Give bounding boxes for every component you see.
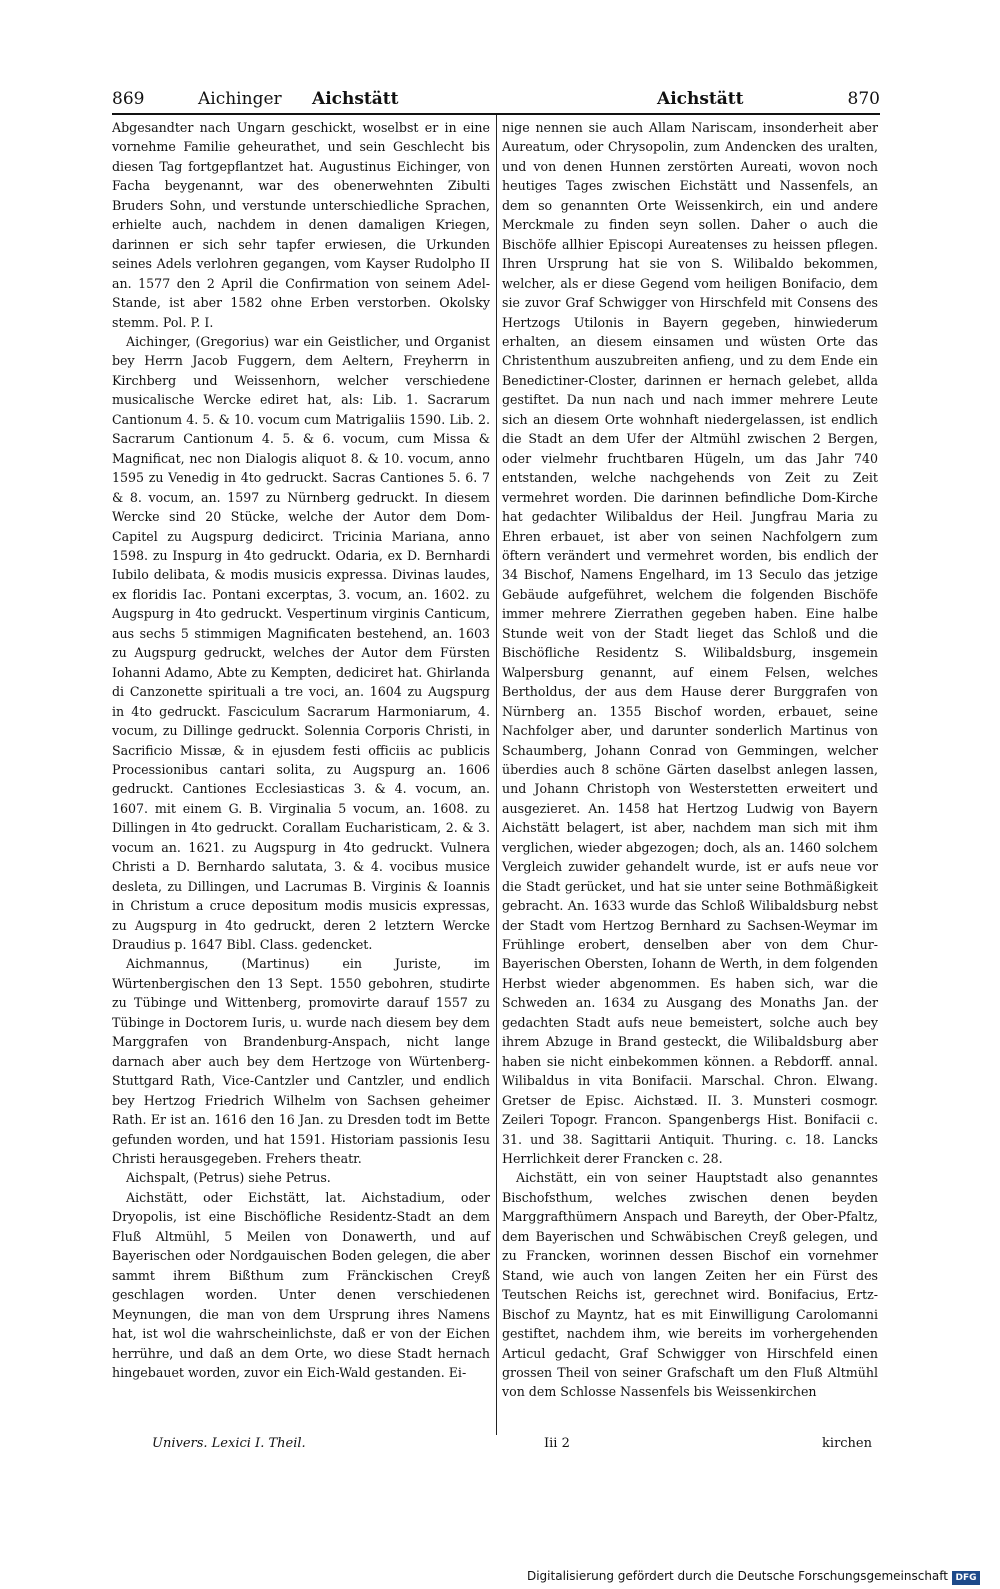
title-right: Aichstätt — [657, 89, 744, 109]
catchword: kirchen — [822, 1436, 872, 1451]
paragraph: nige nennen sie auch Allam Nariscam, insonderheit aber Aureatum, oder Chrysopolin, zum Andencken des uralten, und von denen Hunnen zerstörten Aureati, wovon noch heutiges Tages zwischen Eichstätt und Nassenfels, an dem so genannten Orte Weissenkirch, ein und andere Merckmale zu finden seyn sollen. Daher o auch die Bischöfe allhier Episcopi Aureatenses zu heissen pflegen. Ihren Ursprung hat sie von S. Wilibaldo bekommen, welcher, als er diese Gegend vom heiligen Bonifacio, dem sie zuvor Graf Schwigger von Hirschfeld mit Consens des Hertzogs Utilonis in Bayern gegeben, hinwiederum erhalten, an diesem einsamen und wüsten Orte das Christenthum auszubreiten anfieng, und zu dem Ende ein Benedictiner-Closter, darinnen er hernach gelebet, allda gestiftet. Da nun nach und nach immer mehrere Leute sich an diesem Orte wohnhaft niedergelassen, ist endlich die Stadt an dem Ufer der Altmühl zwischen 2 Bergen, oder vielmehr fruchtbaren Hügeln, um das Jahr 740 entstanden, welche nachgehends von Zeit zu Zeit vermehret worden. Die darinnen befindliche Dom-Kirche hat gedachter Wilibaldus der Heil. Jungfrau Maria zu Ehren erbauet, ist aber von seinen Nachfolgern zum öftern verändert und vermehret worden, bis endlich der 34 Bischof, Namens Engelhard, im 13 Seculo das jetzige Gebäude aufgeführet, welchem die folgenden Bischöfe immer mehrere Zierrathen gegeben haben. Eine halbe Stunde weit von der Stadt lieget das Schloß und die Bischöfliche Residentz S. Wilibaldsburg, insgemein Walpersburg genannt, auf einem Felsen, welches Bertholdus, der aus dem Hause derer Burggrafen von Nürnberg an. 1355 Bischof worden, erbauet, seine Nachfolger aber, und darunter sonderlich Martinus von Schaumberg, Johann Conrad von Gemmingen, welcher überdies auch 8 schöne Gärten daselbst anlegen lassen, und Johann Christoph von Westerstetten erweitert und ausgezieret. An. 1458 hat Hertzog Ludwig von Bayern Aichstätt belagert, ist aber, nachdem man sich mit ihm verglichen, wieder abgezogen; doch, als an. 1460 solchem Vergleich zuwider gehandelt wurde, ist er aufs neue vor die Stadt gerücket, und hat sie unter seine Bothmäßigkeit gebracht. An. 1633 wurde das Schloß Wilibaldsburg nebst der Stadt vom Hertzog Bernhard zu Sachsen-Weymar im Frühlinge erobert, denselben aber von dem Chur-Bayerischen Obersten, Iohann de Werth, in dem folgenden Herbst wieder abgenommen. Es haben sich, war die Schweden an. 1634 zu Ausgang des Monaths Jan. der gedachten Stadt aufs neue bemeistert, solche auch bey ihrem Abzuge in Brand gesteckt, die Wilibaldsburg aber haben sie nicht einbekommen können. a Rebdorff. annal. Wilibaldus in vita Bonifacii. Marschal. Chron. Elwang. Gretser de Episc. Aichstæd. II. 3. Munsteri cosmogr. Zeileri Topogr. Francon. Spangenbergs Hist. Bonifacii c. 31. und 38. Sagittarii Antiquit. Thuring. c. 18. Lancks Herrlichkeit derer Francken c. 28. — [502, 120, 878, 1167]
signature-mark: Iii 2 — [544, 1436, 570, 1451]
paragraph: Aichstätt, oder Eichstätt, lat. Aichstadium, oder Dryopolis, ist eine Bischöfliche Residentz-Stadt an dem Fluß Altmühl, 5 Meilen von Donawerth, und auf Bayerischen oder Nordgauischen Boden gelegen, die aber sammt ihrem Bißthum zum Fränckischen Creyß geschlagen worden. Unter denen verschiedenen Meynungen, die man von dem Ursprung ihres Namens hat, ist wol die wahrscheinlichste, daß er von der Eichen herrühre, und daß an dem Orte, wo diese Stadt hernach hingebauet worden, zuvor ein Eich-Wald gestanden. Ei- — [112, 1189, 490, 1380]
title-left: Aichstätt — [312, 89, 399, 109]
running-head-left: Aichinger — [198, 89, 282, 109]
right-column — [502, 118, 878, 1402]
page-number-left: 869 — [112, 89, 145, 109]
left-column — [112, 118, 490, 1382]
page-footer — [112, 1436, 880, 1456]
page-number-right: 870 — [847, 89, 880, 109]
page-header — [112, 88, 880, 112]
paragraph: Abgesandter nach Ungarn geschickt, woselbst er in eine vornehme Familie geheurathet, und sein Geschlecht bis diesen Tag fortgepflantzet hat. Augustinus Eichinger, von Facha beygenannt, war des obenerwehnten Zibulti Bruders Sohn, und verstunde unterschiedliche Sprachen, erhielte auch, nachdem in denen damaligen Kriegen, darinnen er sich sehr tapfer erwiesen, die Urkunden seines Adels verlohren gegangen, vom Kayser Rudolpho II an. 1577 den 2 April die Confirmation von seinem Adel-Stande, ist aber 1582 ohne Erben verstorben. Okolsky stemm. Pol. P. I. — [112, 120, 490, 330]
signature-left: Univers. Lexici I. Theil. — [152, 1436, 306, 1451]
paragraph: Aichmannus, (Martinus) ein Juriste, im Würtenbergischen den 13 Sept. 1550 gebohren, studirte zu Tübinge und Wittenberg, promovirte darauf 1557 zu Tübinge in Doctorem Iuris, u. wurde nach diesem bey dem Marggrafen von Brandenburg-Anspach, nicht lange darnach aber auch bey dem Hertzoge von Würtenberg-Stuttgard Rath, Vice-Cantzler und Cantzler, und endlich bey Hertzog Friedrich Wilhelm von Sachsen geheimer Rath. Er ist an. 1616 den 16 Jan. zu Dresden todt im Bette gefunden worden, und hat 1591. Historiam passionis Iesu Christi herausgegeben. Frehers theatr. — [112, 956, 490, 1167]
paragraph: Aichspalt, (Petrus) siehe Petrus. — [126, 1170, 331, 1186]
column-divider — [496, 115, 497, 1435]
paragraph: Aichinger, (Gregorius) war ein Geistlicher, und Organist bey Herrn Jacob Fuggern, dem Aeltern, Freyherrn in Kirchberg und Weissenhorn, welcher verschiedene musicalische Wercke ediret hat, als: Lib. 1. Sacrarum Cantionum 4. 5. & 10. vocum cum Matrigaliis 1590. Lib. 2. Sacrarum Cantionum 4. 5. & 6. vocum, cum Missa & Magnificat, nec non Dialogis aliquot 8. & 10. vocum, anno 1595 zu Venedig in 4to gedruckt. Sacras Cantiones 5. 6. 7 & 8. vocum, an. 1597 zu Nürnberg gedruckt. In diesem Wercke sind 20 Stücke, welche der Autor dem Dom-Capitel zu Augspurg dedicirct. Tricinia Mariana, anno 1598. zu Inspurg in 4to gedruckt. Odaria, ex D. Bernhardi Iubilo delibata, & modis musicis expressa. Divinas laudes, ex floridis Iac. Pontani excerptas, 3. vocum, an. 1602. zu Augspurg in 4to gedruckt. Vespertinum virginis Canticum, aus sechs 5 stimmigen Magnificaten bestehend, an. 1603 zu Augspurg gedruckt, welches der Autor dem Fürsten Iohanni Adamo, Abte zu Kempten, dediciret hat. Ghirlanda di Canzonette spirituali a tre voci, an. 1604 zu Augspurg in 4to gedruckt. Fasciculum Sacrarum Harmoniarum, 4. vocum, zu Dillinge gedruckt. Solennia Corporis Christi, in Sacrificio Missæ, & in ejusdem festi officiis ac publicis Processionibus cantari solita, zu Augspurg an. 1606 gedruckt. Cantiones Ecclesiasticas 3. & 4. vocum, an. 1607. mit einem G. B. Virginalia 5 vocum, an. 1608. zu Dillingen in 4to gedruckt. Corallam Eucharisticam, 2. & 3. vocum an. 1621. zu Augspurg in 4to gedruckt. Vulnera Christi a D. Bernhardo salutata, 3. & 4. vocibus musice desleta, zu Dillingen, und Lacrumas B. Virginis & Ioannis in Christum a cruce depositum modis musicis expressas, zu Augspurg in 4to gedruckt, deren 2 letztern Wercke Draudius p. 1647 Bibl. Class. gedencket. — [112, 333, 490, 953]
digitization-credit: Digitalisierung gefördert durch die Deutsche Forschungsgemeinschaft — [526, 1569, 948, 1583]
dfg-logo: DFG — [952, 1571, 980, 1585]
paragraph: Aichstätt, ein von seiner Hauptstadt also genanntes Bischofsthum, welches zwischen denen beyden Marggrafthümern Anspach und Bareyth, der Ober-Pfaltz, dem Bayerischen und Schwäbischen Creyß gelegen, und zu Francken, worinnen dessen Bischof ein vornehmer Stand, wie auch von langen Zeiten her ein Fürst des Teutschen Reichs ist, gerechnet wird. Bonifacius, Ertz-Bischof zu Mayntz, hat es mit Einwilligung Carolomanni gestiftet, nachdem ihm, wie bereits im vorhergehenden Articul gedacht, Graf Schwigger von Hirschfeld einen grossen Theil von seiner Grafschaft um den Fluß Altmühl von dem Schlosse Nassenfels bis Weissenkirchen — [502, 1170, 878, 1400]
